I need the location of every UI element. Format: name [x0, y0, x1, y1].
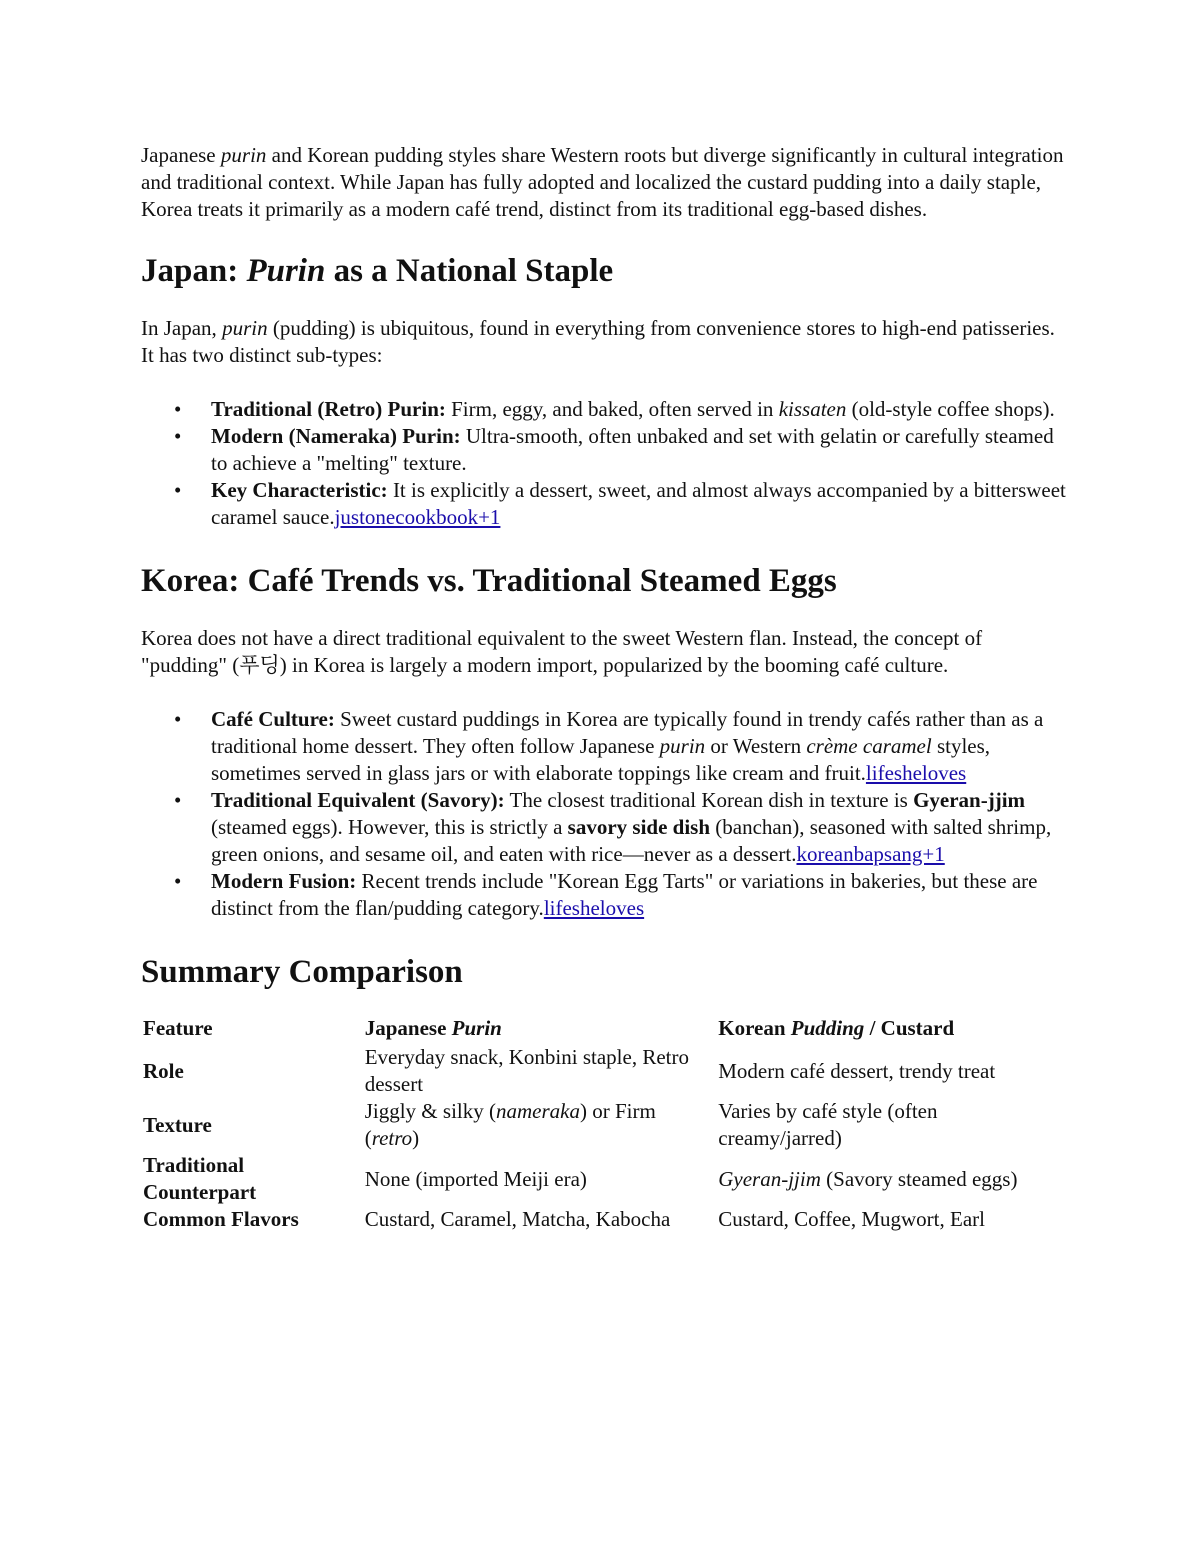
list-item: • Modern Fusion: Recent trends include "Korean Egg Tarts" or variations in bakeries, but these are distinct from the flan/pudding category.lifesheloves [174, 869, 1038, 920]
column-header-feature: Feature [143, 1015, 213, 1040]
source-link-lifesheloves[interactable]: lifesheloves [865, 761, 967, 785]
bullet-icon: • [174, 869, 182, 893]
korea-heading: Korea: Café Trends vs. Traditional Steamed Eggs [141, 563, 837, 599]
bullet-icon: • [174, 397, 182, 421]
list-item: • Traditional (Retro) Purin: Firm, eggy, and baked, often served in kissaten (old-style coffee shops). [174, 397, 1055, 421]
table-cell-feature: Common Flavors [143, 1207, 299, 1231]
column-header-japanese: Japanese Purin [364, 1015, 502, 1040]
table-cell-korean: Varies by café style (often creamy/jarred) [718, 1099, 938, 1150]
table-row [141, 1044, 1041, 1098]
table-cell-feature: Role [143, 1058, 184, 1083]
japan-list [141, 396, 1071, 531]
table-cell-japanese: Jiggly & silky (nameraka) or Firm (retro) [364, 1099, 656, 1150]
table-cell-korean: Gyeran-jjim (Savory steamed eggs) [718, 1166, 1018, 1191]
table-row [141, 1206, 1041, 1233]
intro-paragraph: Japanese purin and Korean pudding styles share Western roots but diverge significantly in cultural integration and traditional context. While Japan has fully adopted and localized the custard pudding into a daily staple, Korea treats it primarily as a modern café trend, distinct from its traditional egg-based dishes. [141, 143, 1064, 221]
source-link-lifesheloves[interactable]: lifesheloves [543, 896, 645, 920]
korea-paragraph: Korea does not have a direct traditional equivalent to the sweet Western flan. Instead, the concept of "pudding" (푸딩) in Korea is largely a modern import, popularized by the booming café culture. [141, 626, 983, 677]
column-header-korean: Korean Pudding / Custard [718, 1015, 955, 1040]
source-link-justonecookbook[interactable]: justonecookbook+1 [334, 505, 501, 529]
table-header-row [141, 1012, 1041, 1044]
table-cell-japanese: Custard, Caramel, Matcha, Kabocha [364, 1207, 671, 1231]
source-link-koreanbapsang[interactable]: koreanbapsang+1 [796, 842, 945, 866]
summary-heading: Summary Comparison [141, 954, 463, 990]
table-cell-japanese: None (imported Meiji era) [364, 1166, 587, 1191]
japan-heading: Japan: Purin as a National Staple [141, 253, 614, 289]
list-item: • Café Culture: Sweet custard puddings in Korea are typically found in trendy cafés rather than as a traditional home dessert. They often follow Japanese purin or Western crème caramel styles, sometimes served in glass jars or with elaborate toppings like cream and fruit.lifesheloves [174, 707, 1044, 785]
table-cell-korean: Modern café dessert, trendy treat [718, 1058, 996, 1083]
bullet-icon: • [174, 424, 182, 448]
list-item: • Traditional Equivalent (Savory): The closest traditional Korean dish in texture is Gyeran-jjim (steamed eggs). However, this is strictly a savory side dish (banchan), seasoned with salted shrimp, green onions, and sesame oil, and eaten with rice—never as a dessert.koreanbapsang+1 [174, 788, 1052, 866]
list-item: • Modern (Nameraka) Purin: Ultra-smooth, often unbaked and set with gelatin or carefully steamed to achieve a "melting" texture. [174, 424, 1054, 475]
korea-list [141, 706, 1071, 922]
table-cell-feature: Traditional Counterpart [143, 1153, 257, 1204]
table-row [141, 1152, 1041, 1206]
document-content [141, 142, 1071, 1233]
table-cell-japanese: Everyday snack, Konbini staple, Retro dessert [364, 1045, 689, 1096]
bullet-icon: • [174, 478, 182, 502]
comparison-table [141, 1012, 1041, 1233]
japan-paragraph: In Japan, purin (pudding) is ubiquitous, found in everything from convenience stores to high-end patisseries. It has two distinct sub-types: [141, 316, 1055, 367]
list-item: • Key Characteristic: It is explicitly a dessert, sweet, and almost always accompanied by a bittersweet caramel sauce.justonecookbook+1 [174, 478, 1066, 529]
bullet-icon: • [174, 788, 182, 812]
table-cell-feature: Texture [143, 1112, 212, 1137]
table-row [141, 1098, 1041, 1152]
table-cell-korean: Custard, Coffee, Mugwort, Earl [718, 1207, 985, 1231]
bullet-icon: • [174, 707, 182, 731]
